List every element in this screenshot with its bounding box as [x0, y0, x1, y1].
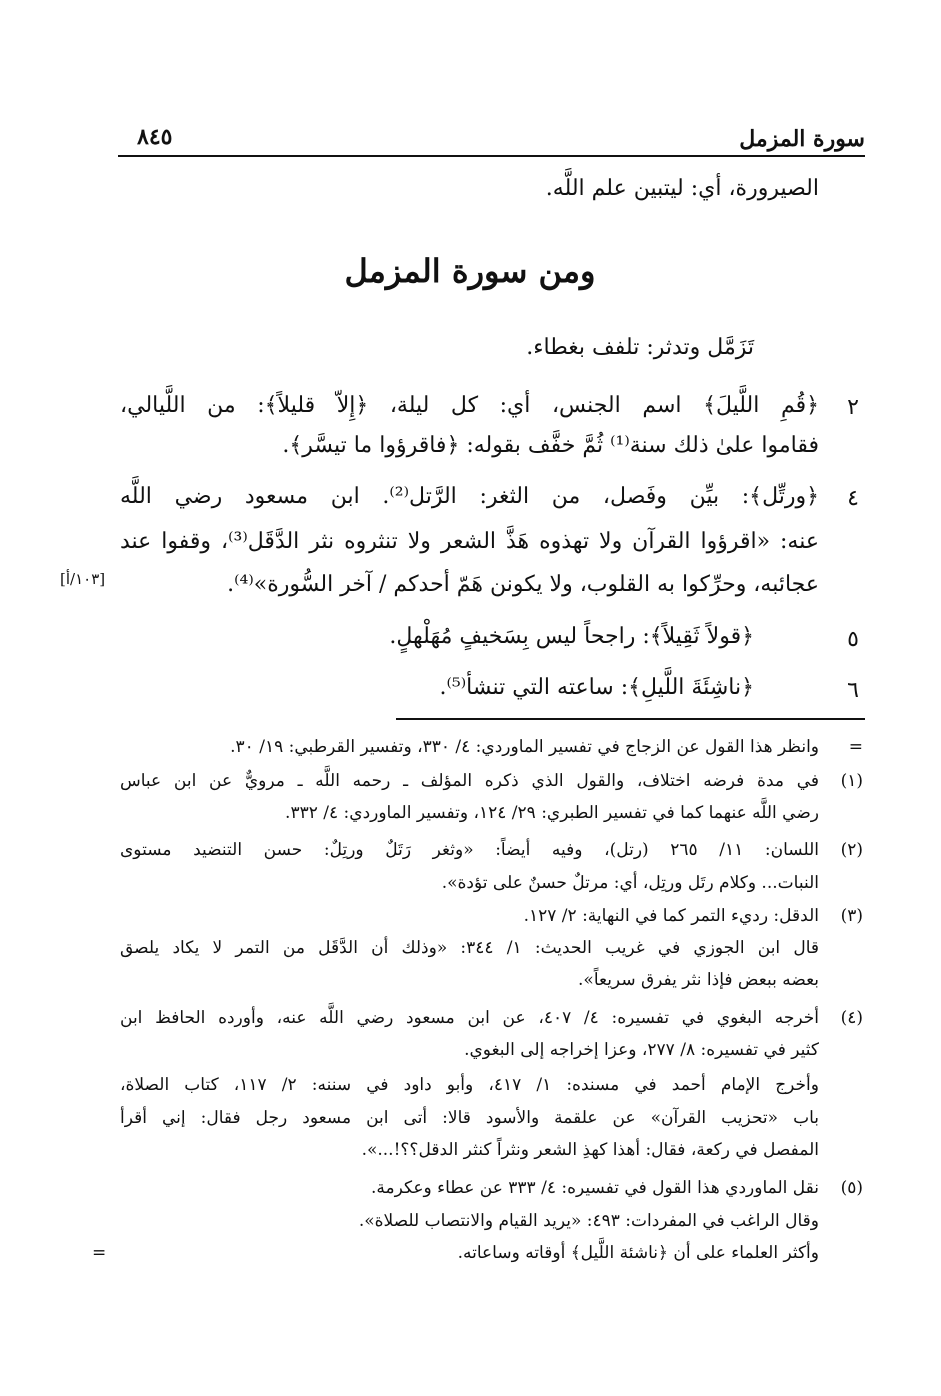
footnote-line: كثير في تفسيره: ٨/ ٢٧٧، وعزا إخراجه إلى البغوي.: [464, 1040, 819, 1060]
continuation-mark: =: [848, 737, 863, 757]
verse-number: ٤: [847, 486, 859, 511]
footnote-line: الدقل: رديء التمر كما في النهاية: ٢/ ١٢٧.: [523, 906, 819, 926]
footnote-line: النبات... وكلام رتَل ورتِل، أي: مرتلٌ حسنٌ على تؤدة».: [441, 873, 819, 893]
footnote-rule: [396, 718, 865, 720]
footnote-line: أخرجه البغوي في تفسيره: ٤/ ٤٠٧، عن ابن مسعود رضي اللَّه عنه، وأورده الحافظ ابن: [120, 1008, 820, 1028]
continuation-mark: =: [92, 1243, 107, 1263]
footnote-line: بعضه ببعض فإذا نثر يفرق سريعاً».: [578, 970, 819, 990]
verse-number: ٦: [847, 678, 859, 703]
footnote-number: (٣): [840, 906, 863, 926]
body-line: ﴿قولاً ثَقِيلاً﴾: راجحاً ليس بِسَخيفٍ مُهَلْهلٍ.: [389, 624, 754, 649]
running-header-title: سورة المزمل: [739, 126, 865, 152]
footnote-line: قال ابن الجوزي في غريب الحديث: ١/ ٣٤٤: «وذلك أن الدَّقَل من التمر لا يكاد يلصق: [120, 938, 820, 958]
footnote-line: وأخرج الإمام أحمد في مسنده: ١/ ٤١٧، وأبو داود في سننه: ٢/ ١١٧، كتاب الصلاة،: [120, 1075, 819, 1095]
header-rule: [118, 155, 865, 157]
body-line: عنه: «اقرؤوا القرآن ولا تهذوه هَذَّ الشعر ولا تنثروه نثر الدَّقَل⁽³⁾، وقفوا عند: [120, 529, 819, 554]
footnote-line: وأكثر العلماء على أن ﴿ناشئة اللَّيل﴾ أوقاته وساعاته.: [457, 1243, 819, 1263]
footnote-line: في مدة فرضه اختلاف، والقول الذي ذكره المؤلف ـ رحمه اللَّه ـ مرويٌّ عن ابن عباس: [120, 771, 819, 791]
body-line: تَزَمَّل وتدثر: تلفف بغطاء.: [526, 335, 754, 360]
page-number: ٨٤٥: [137, 124, 173, 150]
body-line: عجائبه، وحرِّكوا به القلوب، ولا يكونن هَمّ أحدكم / آخر السُّورة»⁽⁴⁾.: [227, 572, 819, 597]
body-line: فقاموا علىٰ ذلك سنة⁽¹⁾ ثُمَّ خفَّف بقوله: ﴿فاقرؤوا ما تيسَّر﴾.: [282, 433, 819, 458]
footnote-number: (١): [840, 771, 863, 791]
intro-line: الصيرورة، أي: ليتبين علم اللَّه.: [545, 176, 819, 201]
manuscript-folio-ref: [١٠٣/أ]: [60, 570, 106, 588]
footnote-line: باب «تحزيب القرآن» عن علقمة والأسود قالا: أتى ابن مسعود رجل فقال: إني أقرأ: [120, 1108, 819, 1128]
footnote-line: المفصل في ركعة، فقال: أهذا كهذِ الشعر ونثراً كنثر الدقل؟؟!...».: [361, 1140, 819, 1160]
footnote-number: (٢): [840, 840, 863, 860]
verse-number: ٢: [847, 395, 859, 420]
body-line: ﴿ورتِّل﴾: بيِّن وفَصل، من الثغر: الرَّتل⁽²⁾. ابن مسعود رضي اللَّه: [120, 484, 819, 509]
footnote-line: نقل الماوردي هذا القول في تفسيره: ٤/ ٣٣٣ عن عطاء وعكرمة.: [370, 1178, 819, 1198]
verse-number: ٥: [847, 627, 859, 652]
footnote-number: (٥): [840, 1178, 863, 1198]
body-line: ﴿قُمِ اللَّيلَ﴾ اسم الجنس، أي: كل ليلة، ﴿إِلاّ قليلاً﴾: من اللَّيالي،: [120, 393, 819, 418]
footnote-number: (٤): [840, 1008, 863, 1028]
footnote-line: وقال الراغب في المفردات: ٤٩٣: «يريد القيام والانتصاب للصلاة».: [358, 1211, 819, 1231]
sura-heading: ومن سورة المزمل: [344, 252, 596, 290]
body-line: ﴿ناشِئَةَ اللَّيلِ﴾: ساعته التي تنشأ⁽⁵⁾.: [439, 675, 754, 700]
footnote-line: اللسان: ١١/ ٢٦٥ (رتل)، وفيه أيضاً: «وثغر رَتَلٌ ورتِلٌ: حسن التنضيد مستوى: [120, 840, 819, 860]
footnote-line: وانظر هذا القول عن الزجاج في تفسير الماوردي: ٤/ ٣٣٠، وتفسير القرطبي: ١٩/ ٣٠.: [230, 737, 819, 757]
footnote-line: رضي اللَّه عنهما كما في تفسير الطبري: ٢٩/ ١٢٤، وتفسير الماوردي: ٤/ ٣٣٢.: [285, 803, 819, 823]
